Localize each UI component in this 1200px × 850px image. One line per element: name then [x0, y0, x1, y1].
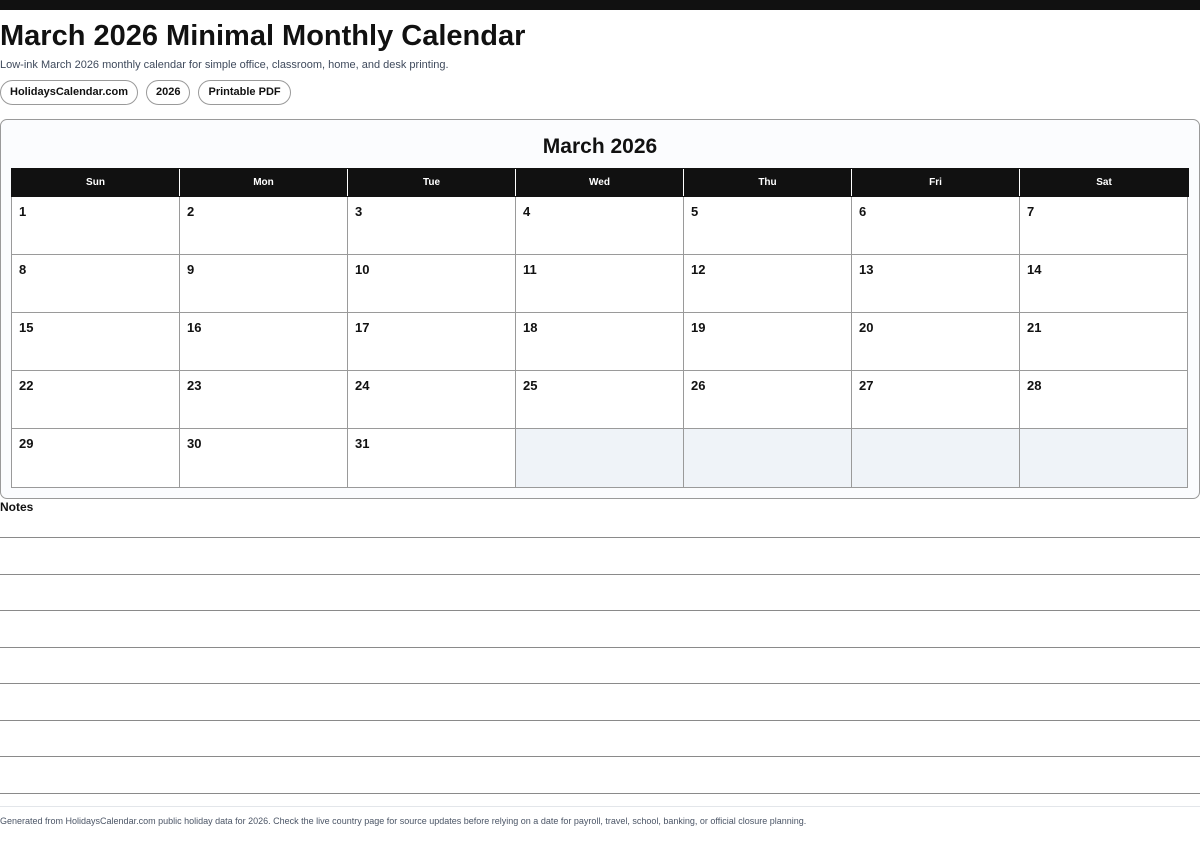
day-number: 28	[1027, 378, 1042, 393]
day-number: 30	[187, 436, 202, 451]
weekday-header: Mon	[180, 169, 348, 196]
note-line	[0, 574, 1200, 575]
day-cell	[1020, 313, 1188, 371]
day-cell	[12, 313, 180, 371]
weekday-header: Sun	[12, 169, 180, 196]
footer-divider	[0, 806, 1200, 807]
note-line	[0, 683, 1200, 684]
note-line	[0, 610, 1200, 611]
calendar-grid	[11, 168, 1189, 488]
day-number: 17	[355, 320, 370, 335]
empty-day-cell	[852, 429, 1020, 488]
day-cell	[180, 197, 348, 255]
notes-label: Notes	[0, 500, 34, 514]
day-number: 15	[19, 320, 34, 335]
top-bar	[0, 0, 1200, 10]
day-cell	[180, 313, 348, 371]
day-number: 25	[523, 378, 538, 393]
day-cell	[684, 313, 852, 371]
day-cell	[852, 313, 1020, 371]
empty-day-cell	[684, 429, 852, 488]
day-number: 20	[859, 320, 874, 335]
weekday-header: Thu	[684, 169, 852, 196]
day-number: 16	[187, 320, 202, 335]
day-number: 7	[1027, 204, 1035, 219]
weekday-header: Tue	[348, 169, 516, 196]
note-line	[0, 793, 1200, 794]
day-number: 2	[187, 204, 195, 219]
day-number: 14	[1027, 262, 1042, 277]
day-cell	[1020, 197, 1188, 255]
weekday-header: Fri	[852, 169, 1020, 196]
day-number: 24	[355, 378, 370, 393]
day-cell	[1020, 371, 1188, 429]
day-number: 23	[187, 378, 202, 393]
day-cell	[348, 313, 516, 371]
weekday-header: Wed	[516, 169, 684, 196]
day-cell	[516, 197, 684, 255]
day-number: 12	[691, 262, 706, 277]
calendar-card	[0, 119, 1200, 499]
day-cell	[852, 197, 1020, 255]
note-line	[0, 720, 1200, 721]
month-title: March 2026	[542, 135, 658, 158]
day-cell	[684, 255, 852, 313]
weekday-header-row	[11, 168, 1189, 197]
empty-day-cell	[516, 429, 684, 488]
day-number: 22	[19, 378, 34, 393]
day-cell	[684, 371, 852, 429]
day-number: 9	[187, 262, 195, 277]
day-number: 10	[355, 262, 370, 277]
day-cell	[516, 313, 684, 371]
day-cell	[852, 371, 1020, 429]
holidayscalendar-link-chip[interactable]: HolidaysCalendar.com	[0, 80, 138, 105]
day-number: 21	[1027, 320, 1042, 335]
day-cell	[12, 371, 180, 429]
day-cell	[1020, 255, 1188, 313]
day-number: 26	[691, 378, 706, 393]
day-number: 27	[859, 378, 874, 393]
day-number: 1	[19, 204, 27, 219]
week-row	[12, 255, 1189, 313]
week-row	[12, 429, 1189, 488]
empty-day-cell	[1020, 429, 1188, 488]
note-line	[0, 756, 1200, 757]
day-cell	[348, 371, 516, 429]
day-number: 18	[523, 320, 538, 335]
day-number: 8	[19, 262, 27, 277]
page-subtitle: Low-ink March 2026 monthly calendar for simple office, classroom, home, and desk printing.	[0, 59, 449, 71]
day-cell	[516, 255, 684, 313]
page-title: March 2026 Minimal Monthly Calendar	[0, 20, 526, 52]
chip-row	[0, 80, 291, 105]
day-number: 19	[691, 320, 706, 335]
year-2026-chip[interactable]: 2026	[146, 80, 190, 105]
note-line	[0, 647, 1200, 648]
day-cell	[12, 429, 180, 488]
week-row	[12, 313, 1189, 371]
day-cell	[12, 255, 180, 313]
day-number: 3	[355, 204, 363, 219]
day-cell	[348, 255, 516, 313]
printable-pdf-chip[interactable]: Printable PDF	[198, 80, 290, 105]
week-row	[12, 371, 1189, 429]
day-cell	[12, 197, 180, 255]
day-number: 6	[859, 204, 867, 219]
week-row	[12, 197, 1189, 255]
day-cell	[348, 429, 516, 488]
day-cell	[852, 255, 1020, 313]
day-number: 31	[355, 436, 370, 451]
day-cell	[180, 371, 348, 429]
day-cell	[180, 255, 348, 313]
weekday-header: Sat	[1096, 177, 1112, 188]
calendar-weeks	[11, 197, 1189, 488]
day-number: 11	[523, 262, 537, 277]
day-cell	[516, 371, 684, 429]
day-cell	[684, 197, 852, 255]
note-line	[0, 537, 1200, 538]
day-cell	[348, 197, 516, 255]
day-number: 4	[523, 204, 531, 219]
footer-note: Generated from HolidaysCalendar.com public holiday data for 2026. Check the live country page for source updates before relying on a date for payroll, travel, school, banking, or official closure planning.	[0, 816, 807, 826]
day-cell	[180, 429, 348, 488]
day-number: 5	[691, 204, 699, 219]
day-number: 13	[859, 262, 874, 277]
day-number: 29	[19, 436, 34, 451]
